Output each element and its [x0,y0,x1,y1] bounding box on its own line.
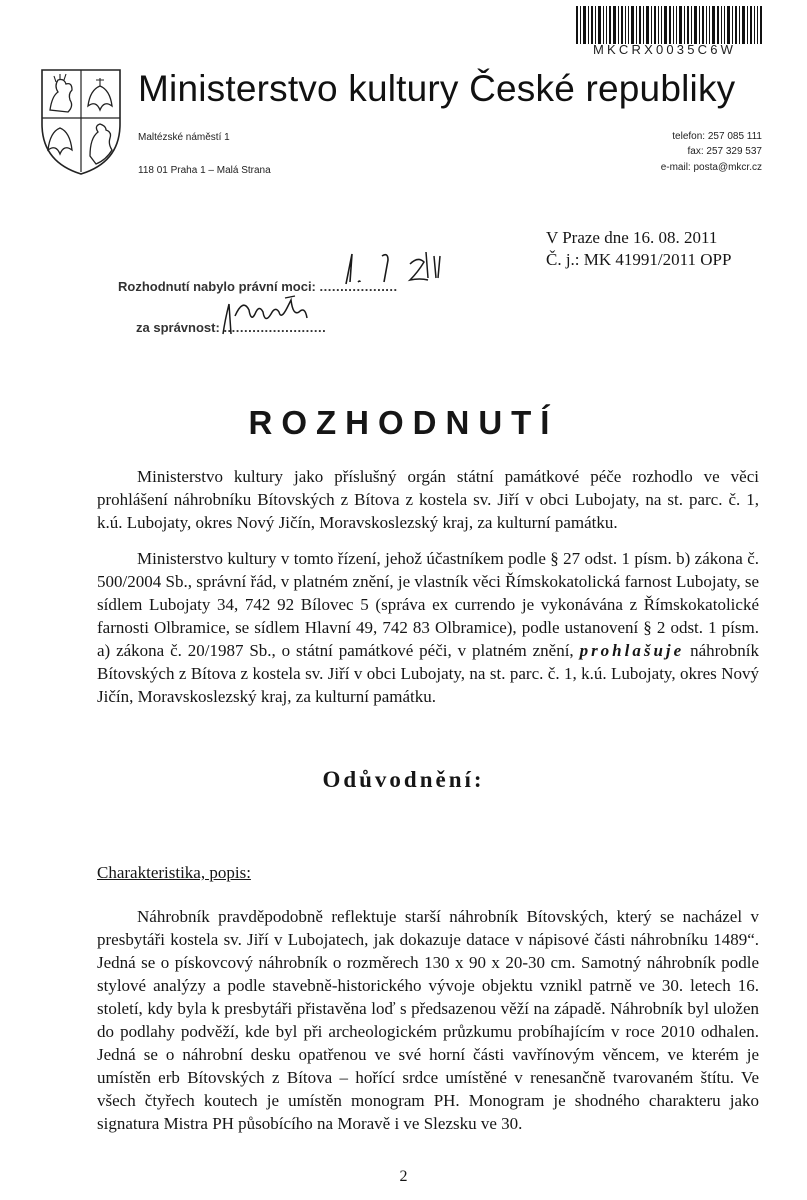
barcode [576,6,762,44]
decision-title: ROZHODNUTÍ [248,404,559,441]
address-city: 118 01 Praha 1 – Malá Strana [138,165,271,176]
justification-title: Odůvodnění: [322,767,485,792]
handwritten-initials-signature [215,290,320,338]
document-reference: Č. j.: MK 41991/2011 OPP [546,250,732,269]
section-heading: Charakteristika, popis: [97,863,251,882]
address-street: Maltézské náměstí 1 [138,132,230,143]
legal-effect-label: Rozhodnutí nabylo právní moci: [118,279,316,294]
justification-paragraph-1: Náhrobník pravděpodobně reflektuje starší náhrobník Bítovských, který se nacházel v presbytáři kostela sv. Jiří v Lubojatech, jak dokazuje datace v nápisové části náhrobníku 1489“. Jedná se o pískovcový náhrobník o rozměrech 130 x 90 x 20-30 cm. Samotný náhrobník podle stylové analýzy a podle stavebně-historického vývoje objektu vznikl patrně ve 30. letech 16. století, kdy byla k presbytáři přistavěna loď s předsazenou věží na západě. Náhrobník byl uložen do podlahy podvěží, kde byl při archeologickém průzkumu probíhajícím v roce 2010 odhalen. Jedná se o náhrobní desku opatřenou ve své horní části vavřínovým věncem, ve kterém je umístěn erb Bítovských z Bítova – hořící srdce umístěné v renesančně tvarovaném štítu. Ve všech čtyřech koutech je umístěn monogram PH. Monogram je shodného charakteru jako signatura Mistra PH působícího na Moravě i ve Slezsku ve 30. [97,907,759,1133]
barcode-number: MKCRX0035C6W [593,42,737,57]
contact-phone: telefon: 257 085 111 [672,131,762,142]
decision-paragraph-2-before: Ministerstvo kultury v tomto řízení, jehož účastníkem podle § 27 odst. 1 písm. b) zákona č. 500/2004 Sb., správní řád, v platném znění, je vlastník věci Římskokatolická farnost Lubojaty, se sídlem Lubojaty 34, 742 92 Bílovec 5 (správa ex currendo je vykonávána z Římskokatolické farnosti Olbramice, se sídlem Hlavní 49, 742 83 Olbramice), podle ustanovení § 2 odst. 1 písm. a) zákona č. 20/1987 Sb., o státní památkové péči, v platném znění, [97,549,759,660]
correctness-label: za správnost: [136,320,220,335]
decision-paragraph-2-after: náhrobník Bítovských z Bítova z kostela sv. Jiří v obci Lubojaty, na st. parc. č. 1, k.ú. Lubojaty, okres Nový Jičín, Moravskoslezský kraj, za kulturní památku. [97,641,760,706]
document-date: V Praze dne 16. 08. 2011 [546,228,718,247]
page-number: 2 [399,1168,408,1185]
contact-email: e-mail: posta@mkcr.cz [660,162,762,173]
decision-keyword: prohlašuje [579,641,685,660]
decision-paragraph-2 [97,547,759,708]
ministry-title: Ministerstvo kultury České republiky [138,68,736,109]
correctness-dots: ......................... [223,320,327,335]
decision-paragraph-1: Ministerstvo kultury jako příslušný orgán státní památkové péče rozhodlo ve věci prohlášení náhrobníku Bítovských z Bítova z kostela sv. Jiří v obci Lubojaty, na st. parc. č. 1, k.ú. Lubojaty, okres Nový Jičín, Moravskoslezský kraj, za kulturní památku. [97,467,759,532]
legal-effect-dots: ................... [319,279,398,294]
contact-fax: fax: 257 329 537 [687,146,762,157]
coat-of-arms-icon [38,66,124,178]
handwritten-date-signature [330,242,465,292]
